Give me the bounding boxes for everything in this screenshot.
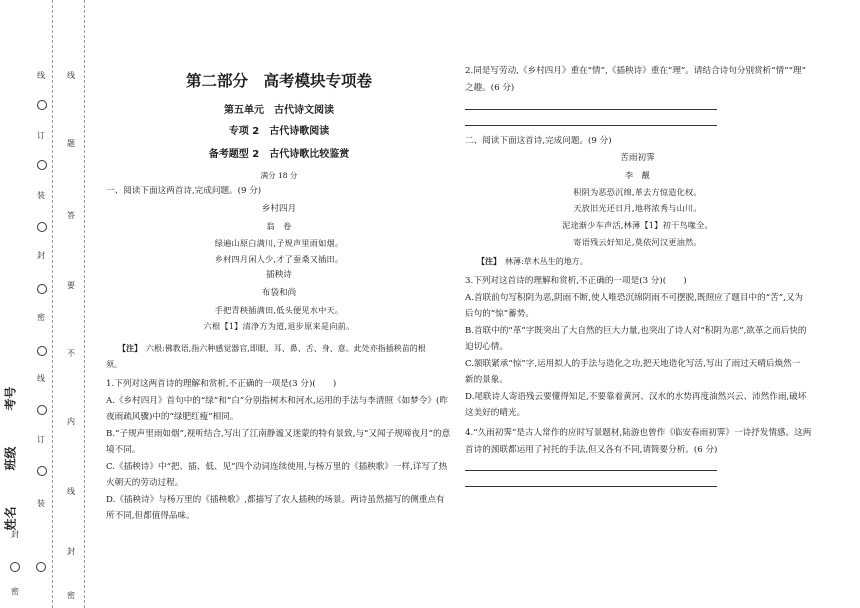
- full-score: 满分 18 分: [260, 171, 298, 180]
- q3-option-line: B.首联中的“革”字既突出了大自然的巨大力量,也突出了诗人对“积阴为恶”,欲革之而后快的: [465, 326, 807, 336]
- binding-column-inner: [60, 0, 82, 608]
- q3-option-line: 迫切心情。: [465, 342, 508, 352]
- topic-title: 专项 2 古代诗歌阅读: [228, 126, 330, 137]
- binding-dashed-line: [84, 0, 85, 608]
- poem2-line: 手把青秧插满田,低头便见水中天。: [214, 305, 344, 315]
- binding-hole: [37, 405, 47, 415]
- poem1-line: 乡村四月闲人少,才了蚕桑又插田。: [214, 254, 344, 264]
- section1-intro: 一、阅读下面这两首诗,完成问题。(9 分): [106, 186, 262, 196]
- binding-char: 封: [67, 547, 75, 556]
- poem1-author: 翁 卷: [266, 221, 292, 231]
- binding-hole: [37, 466, 47, 476]
- q3-option-line: 后句的“惊”蓄势。: [465, 309, 534, 319]
- binding-char: 订: [37, 131, 45, 140]
- note1-cont: 须。: [106, 360, 122, 369]
- binding-char: 密: [37, 313, 45, 322]
- binding-hole: [37, 284, 47, 294]
- q1-stem: 1.下列对这两首诗的理解和赏析,不正确的一项是(3 分)( ): [106, 379, 337, 389]
- poem2-title: 插秧诗: [266, 270, 292, 280]
- binding-char: 线: [37, 71, 45, 80]
- q2-line: 之趣。(6 分): [465, 83, 515, 93]
- q3-option-line: D.尾联诗人寄语残云要懂得知足,不要靠着黄河、汉水的水势再度油然兴云、沛然作雨,破坏: [465, 392, 807, 402]
- poem1-line: 绿遍山原白满川,子规声里雨如烟。: [214, 238, 344, 248]
- note1: [118, 343, 426, 354]
- q1-option-line: A.《乡村四月》首句中的“绿”和“白”分别指树木和河水,运用的手法与李清照《如梦令》(昨: [106, 396, 448, 406]
- note1-text: 六根:佛教语,指六种感觉器官,即眼、耳、鼻、舌、身、意。此处亦指插秧苗的根: [146, 344, 426, 353]
- binding-hole: [37, 100, 47, 110]
- binding-char: 线: [67, 487, 75, 496]
- q1-option-line: D.《插秧诗》与杨万里的《插秧歌》,都描写了农人插秧的场景。两诗虽然描写的侧重点有: [106, 495, 445, 505]
- class-label: 班级: [3, 446, 18, 471]
- poem2-author: 布袋和尚: [261, 288, 297, 298]
- binding-char: 密: [67, 591, 75, 600]
- binding-hole: [37, 160, 47, 170]
- q3-option-line: 这美好的晴光。: [465, 408, 526, 418]
- binding-hole: [37, 222, 47, 232]
- q3-option-line: A.首联前句写积阴为恶,阴雨不断,使人唯恐沉绵阴雨不可摆脱,既照应了题目中的“苦”,又为: [465, 293, 804, 303]
- binding-margin: [0, 0, 30, 608]
- binding-char: 线: [67, 71, 75, 80]
- poem3-author: 李 觏: [624, 170, 651, 180]
- poem3-line: 天放旧光还日月,地将浓秀与山川。: [573, 203, 702, 213]
- binding-char: 线: [37, 374, 45, 383]
- question-type-title: 备考题型 2 古代诗歌比较鉴赏: [208, 149, 350, 160]
- unit-title: 第五单元 古代诗文阅读: [224, 105, 334, 116]
- poem2-line: 六根【1】清净方为道,退步原来是向前。: [203, 321, 355, 331]
- q3-stem: 3.下列对这首诗的理解和赏析,不正确的一项是(3 分)( ): [465, 276, 687, 286]
- poem3-title: 苦雨初霁: [620, 153, 655, 163]
- binding-char: 答: [67, 211, 75, 220]
- answer-line[interactable]: [465, 109, 717, 110]
- q2-line: 2.同是写劳动,《乡村四月》重在“情”,《插秧诗》重在“理”。请结合诗句分别赏析“情”“理”: [465, 66, 806, 76]
- q1-option-line: 境不同。: [106, 445, 141, 455]
- q1-option-line: B.“子规声里雨如烟”,视听结合,写出了江南静谧又迷蒙的特有景致,与“又闻子规啼夜月”的意: [106, 429, 451, 439]
- binding-char: 装: [37, 191, 45, 200]
- q1-option-line: 夜雨疏风骤)中的“绿肥红瘦”相同。: [106, 412, 239, 422]
- exam-number-label: 考号: [3, 386, 18, 411]
- binding-char: 要: [67, 281, 75, 290]
- binding-hole: [37, 346, 47, 356]
- q3-option-line: 新的景象。: [465, 375, 508, 385]
- binding-char: 订: [37, 435, 45, 444]
- binding-char: 密: [11, 587, 19, 596]
- binding-char: 题: [67, 139, 75, 148]
- q1-option-line: 所不同,但都值得品味。: [106, 511, 195, 521]
- note-label: 【注】: [118, 343, 138, 353]
- binding-char: 封: [37, 251, 45, 260]
- section2-intro: 二、阅读下面这首诗,完成问题。(9 分): [465, 136, 612, 146]
- answer-line[interactable]: [465, 470, 717, 471]
- poem3-line: 寄语残云好知足,莫依河汉更油然。: [573, 237, 702, 247]
- poem3-line: 积阴为恶恐沉绵,革去方惊造化权。: [573, 187, 702, 197]
- answer-line[interactable]: [465, 486, 717, 487]
- binding-column-outer: [30, 0, 52, 608]
- binding-char: 装: [37, 499, 45, 508]
- note2: [477, 256, 588, 267]
- paper-title: 第二部分 高考模块专项卷: [185, 72, 372, 90]
- q4-line: 4.“久雨初霁”是古人常作的应时写景题材,陆游也曾作《临安春雨初霁》一诗抒发情感。这两: [465, 428, 812, 438]
- note-label: 【注】: [477, 256, 497, 266]
- binding-char: 内: [67, 417, 75, 426]
- q4-line: 首诗的颈联都运用了衬托的手法,但又各有不同,请简要分析。(6 分): [465, 445, 718, 455]
- answer-line[interactable]: [465, 125, 717, 126]
- q1-option-line: 火朝天的劳动过程。: [106, 478, 184, 488]
- note2-text: 林薄:草木丛生的地方。: [505, 257, 588, 266]
- q3-option-line: C.颔联紧承“惊”字,运用拟人的手法与造化之功,把天地造化写活,写出了雨过天晴后焕然一: [465, 359, 801, 369]
- poem1-title: 乡村四月: [261, 204, 297, 214]
- binding-dashed-line: [52, 0, 53, 608]
- name-label: 姓名: [3, 506, 18, 531]
- q1-option-line: C.《插秧诗》中“把、插、低、见”四个动词连续使用,与杨万里的《插秧歌》一样,详写了热: [106, 462, 448, 472]
- binding-char: 不: [67, 349, 75, 358]
- binding-char: 封: [11, 530, 19, 539]
- poem3-line: 泥途渐少车声活,林薄【1】初干鸟喙全。: [562, 220, 713, 230]
- binding-hole: [10, 562, 20, 572]
